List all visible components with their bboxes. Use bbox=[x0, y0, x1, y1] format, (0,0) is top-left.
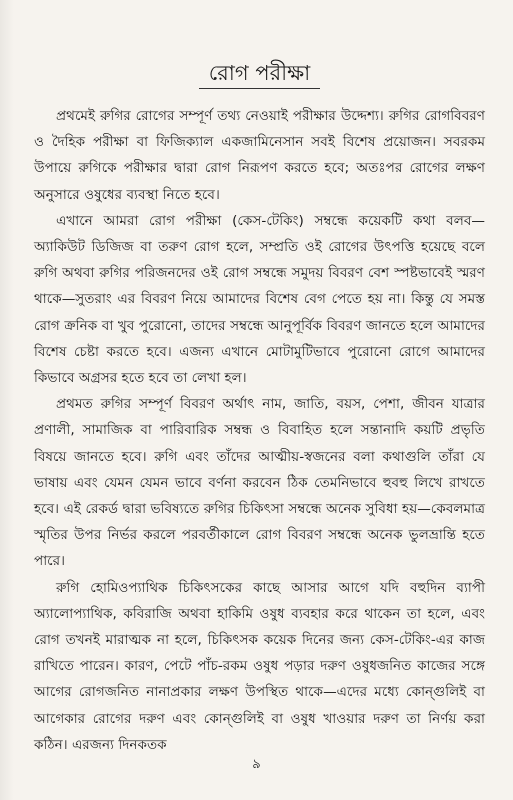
paragraph-3: প্রথমত রুগির সম্পূর্ণ বিবরণ অর্থাৎ নাম, জাতি, বয়স, পেশা, জীবন যাত্রার প্রণালী, সামাজিক বা পারিবারিক সম্বন্ধ ও বিবাহিত হলে সন্তানাদি কয়টি প্রভৃতি বিষয়ে জানতে হবে। রুগি এবং তাঁদের আত্মীয়-স্বজনের বলা কথাগুলি তাঁরা যে ভাষায় এবং যেমন যেমন ভাবে বর্ণনা করবেন ঠিক তেমনিভাবে হুবহু লিখে রাখতে হবে। এই রেকর্ড দ্বারা ভবিষ্যতে রুগির চিকিৎসা সম্বন্ধে অনেক সুবিধা হয়—কেবলমাত্র স্মৃতির উপর নির্ভর করলে পরবর্তীকালে রোগ বিবরণ সম্বন্ধে অনেক ভুলভ্রান্তি হতে পারে। bbox=[34, 396, 485, 570]
title-wrap bbox=[34, 60, 485, 89]
page-number: ৯ bbox=[252, 757, 261, 772]
paragraph-1: প্রথমেই রুগির রোগের সম্পূর্ণ তথ্য নেওয়াই পরীক্ষার উদ্দেশ্য। রুগির রোগবিবরণ ও দৈহিক পরীক্ষা বা ফিজিক্যাল একজামিনেসান সবই বিশেষ প্রয়োজন। সবরকম উপায়ে রুগিকে পরীক্ষার দ্বারা রোগ নিরূপণ করতে হবে; অতঃপর রোগের লক্ষণ অনুসারে ওষুধের ব্যবস্থা নিতে হবে। bbox=[34, 108, 485, 203]
page-title: রোগ পরীক্ষা bbox=[199, 60, 321, 89]
paragraph-4: রুগি হোমিওপ্যাথিক চিকিৎসকের কাছে আসার আগে যদি বহুদিন ব্যাপী অ্যালোপ্যাথিক, কবিরাজি অথবা হাকিমি ওষুধ ব্যবহার করে থাকেন তা হলে, এবং রোগ তখনই মারাত্মক না হলে, চিকিৎসক কয়েক দিনের জন্য কেস-টেকিং-এর কাজ রাখিতে পারেন। কারণ, পেটে পাঁচ-রকম ওষুধ পড়ার দরুণ ওষুধজনিত কাজের সঙ্গে আগের রোগজনিত নানাপ্রকার লক্ষণ উপস্থিত থাকে—এদের মধ্যে কোন্‌গুলিই বা আগেকার রোগের দরুণ এবং কোন্‌গুলিই বা ওষুধ খাওয়ার দরুণ তা নির্ণয় করা কঠিন। এরজন্য দিনকতক bbox=[34, 579, 485, 753]
paragraph-2: এখানে আমরা রোগ পরীক্ষা (কেস-টেকিং) সম্বন্ধে কয়েকটি কথা বলব— অ্যাকিউট ডিজিজ বা তরুণ রোগ হলে, সম্প্রতি ওই রোগের উৎপত্তি হয়েছে বলে রুগি অথবা রুগির পরিজনদের ওই রোগ সম্বন্ধে সমুদয় বিবরণ বেশ স্পষ্টভাবেই স্মরণ থাকে—সুতরাং এর বিবরণ নিয়ে আমাদের বিশেষ বেগ পেতে হয় না। কিন্তু যে সমস্ত রোগ ক্রনিক বা খুব পুরোনো, তাদের সম্বন্ধে আনুপূর্বিক বিবরণ জানতে হলে আমাদের বিশেষ চেষ্টা করতে হবে। এজন্য এখানে মোটামুটিভাবে পুরোনো রোগে আমাদের কিভাবে অগ্রসর হতে হবে তা লেখা হল। bbox=[34, 212, 485, 387]
